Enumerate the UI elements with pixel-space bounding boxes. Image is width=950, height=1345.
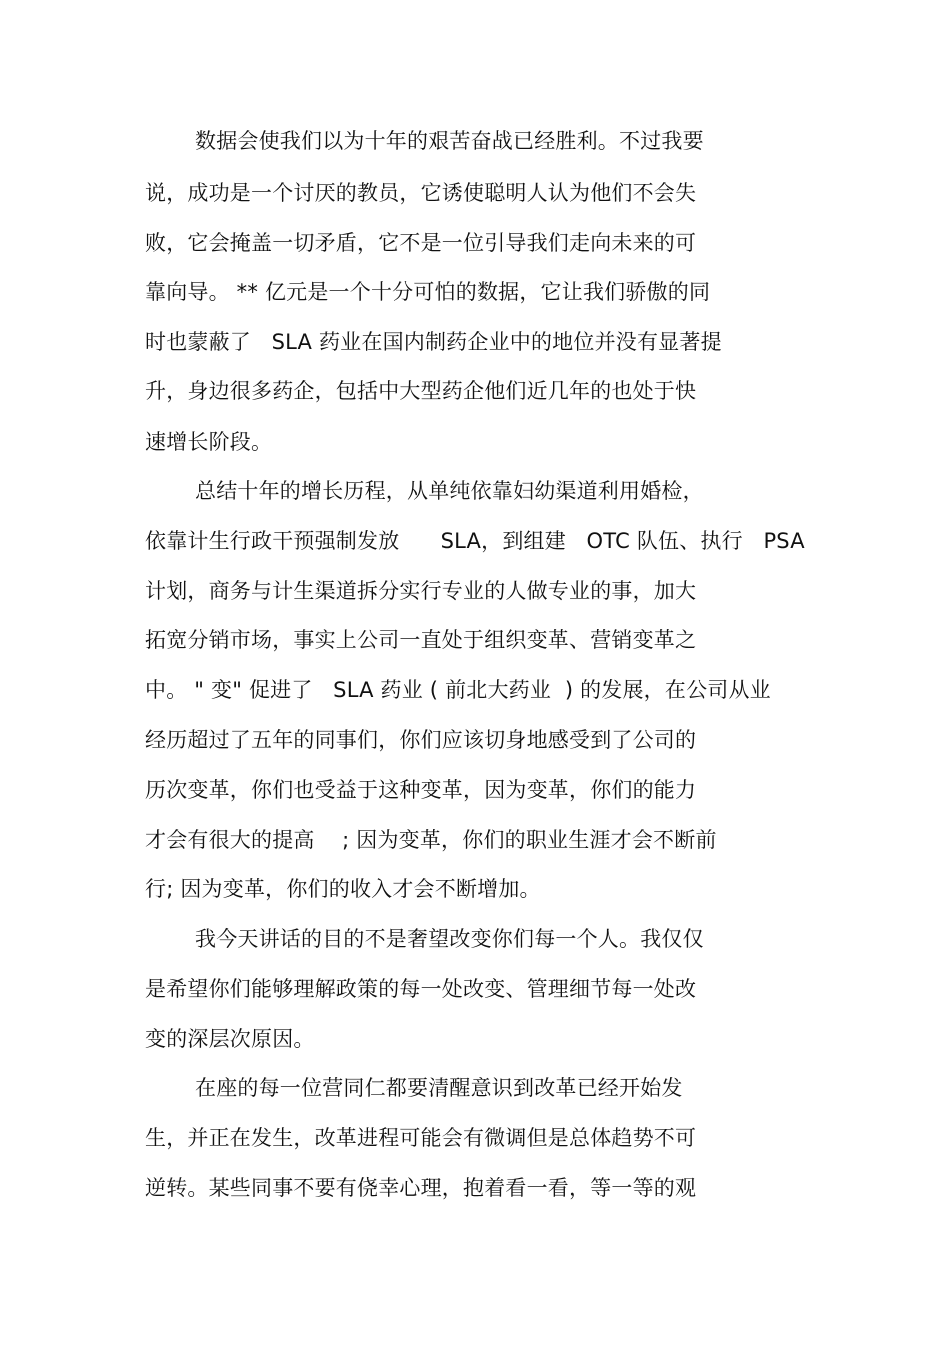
- text-line: 逆转。某些同事不要有侥幸心理，抱着看一看，等一等的观: [145, 1176, 697, 1200]
- text-line: 说，成功是一个讨厌的教员，它诱使聪明人认为他们不会失: [145, 181, 697, 205]
- text-line: 我今天讲话的目的不是奢望改变你们每一个人。我仅仅: [195, 927, 704, 951]
- text-line: 时也蒙蔽了 SLA 药业在国内制药企业中的地位并没有显著提: [145, 330, 722, 354]
- text-line: 生，并正在发生，改革进程可能会有微调但是总体趋势不可: [145, 1126, 697, 1150]
- text-line: 升，身边很多药企，包括中大型药企他们近几年的也处于快: [145, 379, 697, 403]
- text-line: 历次变革，你们也受益于这种变革，因为变革，你们的能力: [145, 778, 697, 802]
- text-line: 靠向导。 ** 亿元是一个十分可怕的数据，它让我们骄傲的同: [145, 280, 711, 304]
- text-line: 才会有很大的提高 ; 因为变革，你们的职业生涯才会不断前: [145, 828, 717, 852]
- text-line: 中。 " 变" 促进了 SLA 药业 ( 前北大药业 ) 的发展，在公司从业: [145, 678, 771, 702]
- text-line: 败，它会掩盖一切矛盾，它不是一位引导我们走向未来的可: [145, 231, 697, 255]
- text-line: 依靠计生行政干预强制发放 SLA，到组建 OTC 队伍、执行 PSA: [145, 529, 805, 553]
- text-line: 经历超过了五年的同事们，你们应该切身地感受到了公司的: [145, 728, 697, 752]
- text-line: 总结十年的增长历程，从单纯依靠妇幼渠道利用婚检，: [195, 479, 704, 503]
- text-line: 是希望你们能够理解政策的每一处改变、管理细节每一处改: [145, 977, 697, 1001]
- text-line: 在座的每一位营同仁都要清醒意识到改革已经开始发: [195, 1076, 683, 1100]
- text-line: 拓宽分销市场，事实上公司一直处于组织变革、营销变革之: [145, 628, 697, 652]
- text-line: 数据会使我们以为十年的艰苦奋战已经胜利。不过我要: [195, 129, 704, 153]
- text-line: 计划，商务与计生渠道拆分实行专业的人做专业的事，加大: [145, 579, 697, 603]
- text-line: 速增长阶段。: [145, 430, 273, 454]
- text-line: 变的深层次原因。: [145, 1027, 315, 1051]
- text-line: 行; 因为变革，你们的收入才会不断增加。: [145, 877, 541, 901]
